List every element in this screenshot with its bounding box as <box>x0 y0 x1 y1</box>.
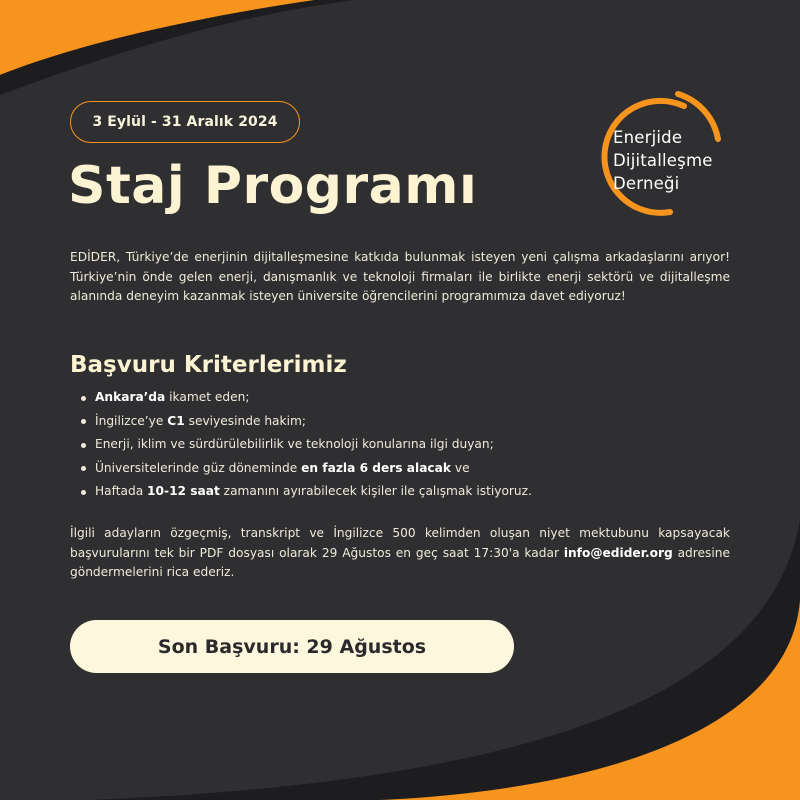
bullet-icon <box>81 443 86 448</box>
bullet-icon <box>81 490 86 495</box>
logo-line: Dijitalleşme <box>613 151 713 170</box>
bullet-icon <box>81 419 86 424</box>
logo-line: Enerjide <box>613 128 683 147</box>
logo-text <box>613 126 713 195</box>
criteria-heading: Başvuru Kriterlerimiz <box>70 352 347 378</box>
email-link[interactable]: info@edider.org <box>563 545 673 560</box>
bullet-icon <box>81 396 86 401</box>
logo-line: Derneği <box>613 174 680 193</box>
deadline-badge: Son Başvuru: 29 Ağustos <box>70 620 514 673</box>
criteria-list <box>70 386 532 504</box>
criteria-item: Enerji, iklim ve sürdürülebilirlik ve teknoloji konularına ilgi duyan; <box>70 433 532 457</box>
criteria-item: İngilizce’ye C1 seviyesinde hakim; <box>70 410 532 434</box>
date-range-badge: 3 Eylül - 31 Aralık 2024 <box>70 101 300 143</box>
criteria-item: Ankara’da ikamet eden; <box>70 386 532 410</box>
criteria-item: Üniversitelerinde güz döneminde en fazla 6 ders alacak ve <box>70 457 532 481</box>
bullet-icon <box>81 466 86 471</box>
intro-paragraph: EDİDER, Türkiye’de enerjinin dijitalleşmesine katkıda bulunmak isteyen yeni çalışma arkadaşlarını arıyor! Türkiye’nin önde gelen enerji, danışmanlık ve teknoloji firmaları ile birlikte enerji sektörü ve dijitalleşme alanında deneyim kazanmak isteyen üniversite öğrencilerini programımıza davet ediyoruz! <box>70 250 730 303</box>
closing-paragraph: İlgili adayların özgeçmiş, transkript ve İngilizce 500 kelimden oluşan niyet mektubunu kapsayacak başvurularını tek bir PDF dosyası olarak 29 Ağustos en geç saat 17:30'a kadar info@edider.org adresine göndermelerini rica ederiz. <box>70 526 730 579</box>
page-title: Staj Programı <box>68 156 478 216</box>
criteria-item: Haftada 10-12 saat zamanını ayırabilecek kişiler ile çalışmak istiyoruz. <box>70 480 532 504</box>
